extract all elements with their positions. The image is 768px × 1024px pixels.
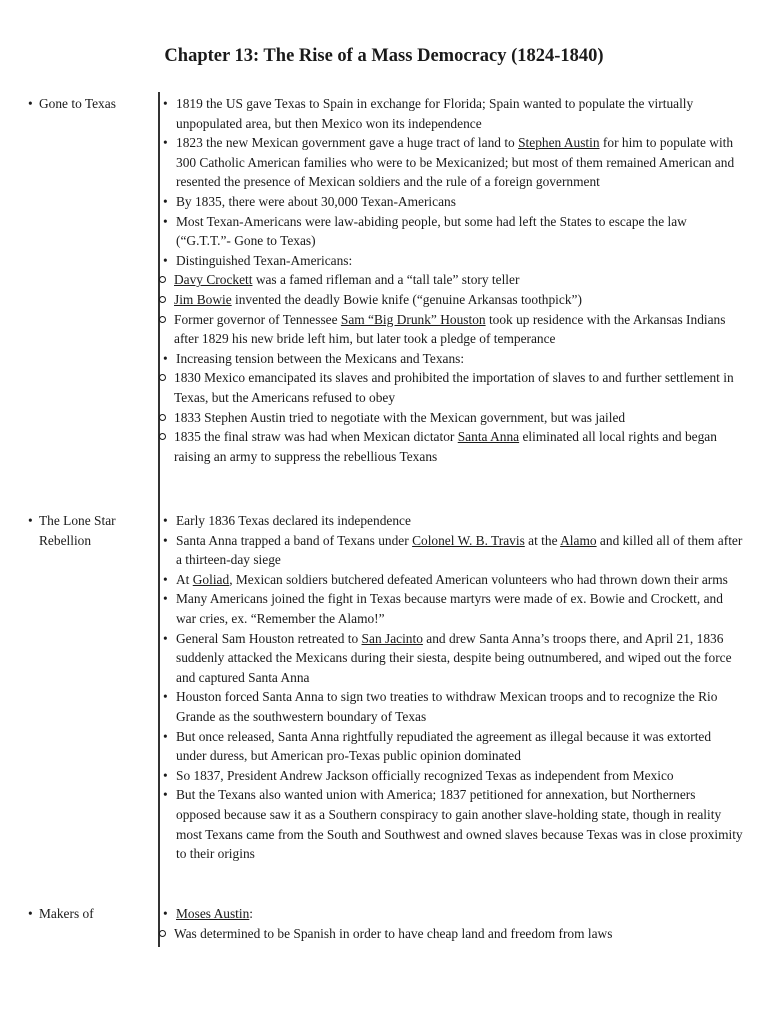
bullet-item xyxy=(163,629,743,688)
bullet-item xyxy=(163,511,743,531)
sub-bullet-item xyxy=(150,368,743,407)
item-text: and drew Santa Anna’s troops there, and April 21, 1836 suddenly attacked the Mexicans during their siesta, despite being outnumbered, and wiped out the force and captured Santa Anna xyxy=(176,630,732,685)
sub-bullet-item xyxy=(150,427,743,466)
item-text: was a famed rifleman and a “tall tale” story teller xyxy=(252,272,520,288)
item-text: eliminated all local rights and began raising an army to suppress the rebellious Texans xyxy=(174,429,717,464)
item-text: 1819 the US gave Texas to Spain in exchange for Florida; Spain wanted to populate the virtually unpopulated area, but then Mexico won its independence xyxy=(176,96,694,131)
bullet-item xyxy=(163,727,743,766)
item-text: 1835 the final straw was had when Mexican dictator xyxy=(174,429,458,445)
sub-bullet-item xyxy=(150,408,743,428)
item-text: So 1837, President Andrew Jackson officially recognized Texas as independent from Mexico xyxy=(176,767,674,783)
sub-bullet-item xyxy=(150,270,743,290)
item-text: 1833 Stephen Austin tried to negotiate with the Mexican government, but was jailed xyxy=(174,409,626,425)
item-text: 1823 the new Mexican government gave a huge tract of land to xyxy=(176,135,519,151)
item-text: Many Americans joined the fight in Texas because martyrs were made of ex. Bowie and Crockett, and war cries, ex. “Remember the Alamo!” xyxy=(176,591,723,626)
page-title: Chapter 13: The Rise of a Mass Democracy (1824-1840) xyxy=(164,46,604,66)
item-text: But once released, Santa Anna rightfully repudiated the agreement as illegal because it was extorted under duress, but American pro-Texas public opinion dominated xyxy=(176,728,712,764)
item-text: Was determined to be Spanish in order to have cheap land and freedom from laws xyxy=(174,925,613,941)
item-text: : xyxy=(249,906,254,921)
sub-bullet-item xyxy=(150,924,743,944)
item-text: 1830 Mexico emancipated its slaves and prohibited the importation of slaves to and further settlement in Texas, but the Americans refused to obey xyxy=(174,370,734,405)
item-text: General Sam Houston retreated to xyxy=(176,630,362,646)
bullet-item xyxy=(163,785,743,863)
item-text: Distinguished Texan-Americans: xyxy=(176,252,353,268)
item-text: Most Texan-Americans were law-abiding people, but some had left the States to escape the law (“G.T.T.”- Gone to Texas) xyxy=(176,213,687,249)
topic-label: • The Lone Star Rebellion xyxy=(28,511,159,550)
bullet-item xyxy=(163,94,743,133)
bullet-item xyxy=(163,192,743,212)
underlined-term: Davy Crockett xyxy=(174,272,253,288)
item-text: At xyxy=(176,571,193,587)
bullet-item xyxy=(163,570,743,590)
item-text: Houston forced Santa Anna to sign two treaties to withdraw Mexican troops and to recognize the Rio Grande as the southwestern boundary of Texas xyxy=(176,689,718,724)
bullet-item xyxy=(163,251,743,271)
item-text: Increasing tension between the Mexicans and Texans: xyxy=(176,350,465,366)
underlined-term: Sam “Big Drunk” Houston xyxy=(340,311,486,327)
underlined-term: San Jacinto xyxy=(361,630,423,646)
item-text: Santa Anna trapped a band of Texans under xyxy=(176,532,413,548)
item-text: at the xyxy=(524,532,561,548)
notes-list xyxy=(163,904,743,943)
bullet-item xyxy=(163,687,743,726)
notes-list xyxy=(163,511,743,864)
notes-list xyxy=(163,94,743,466)
sub-bullet-item xyxy=(150,290,743,310)
bullet-item xyxy=(163,904,743,924)
item-text: for him to populate with 300 Catholic American families who were to be Mexicanized; but most of them remained American and resented the presence of Mexican soldiers and the rule of a foreign government xyxy=(176,135,735,190)
underlined-term: Moses Austin xyxy=(176,906,250,921)
underlined-term: Alamo xyxy=(560,532,597,548)
topic-label: • Makers of xyxy=(28,904,159,924)
bullet-item xyxy=(163,766,743,786)
item-text: took up residence with the Arkansas Indians after 1829 his new bride left him, but later took a pledge of temperance xyxy=(174,311,726,347)
bullet-item xyxy=(163,212,743,251)
underlined-term: Goliad xyxy=(192,571,230,587)
underlined-term: Colonel W. B. Travis xyxy=(412,532,525,548)
underlined-term: Stephen Austin xyxy=(518,135,600,151)
bullet-item xyxy=(163,589,743,628)
bullet-item xyxy=(163,531,743,570)
item-text: invented the deadly Bowie knife (“genuine Arkansas toothpick”) xyxy=(231,291,582,307)
item-text: and killed all of them after a thirteen-day siege xyxy=(176,532,743,568)
underlined-term: Jim Bowie xyxy=(174,291,232,307)
topic-label: • Gone to Texas xyxy=(28,94,159,114)
bullet-item xyxy=(163,349,743,369)
bullet-item xyxy=(163,133,743,192)
underlined-term: Santa Anna xyxy=(457,429,520,445)
item-text: Early 1836 Texas declared its independence xyxy=(176,513,411,528)
item-text: By 1835, there were about 30,000 Texan-Americans xyxy=(176,193,456,209)
item-text: , Mexican soldiers butchered defeated American volunteers who had thrown down their arms xyxy=(229,571,728,587)
item-text: But the Texans also wanted union with America; 1837 petitioned for annexation, but Northerners opposed because saw it as a Southern conspiracy to gain another slave-holding state, though in reality most Texans came from the South and Southwest and owned slaves because Texas was in close proximity to their origins xyxy=(176,787,743,862)
sub-bullet-item xyxy=(150,310,743,349)
item-text: Former governor of Tennessee xyxy=(174,311,341,327)
